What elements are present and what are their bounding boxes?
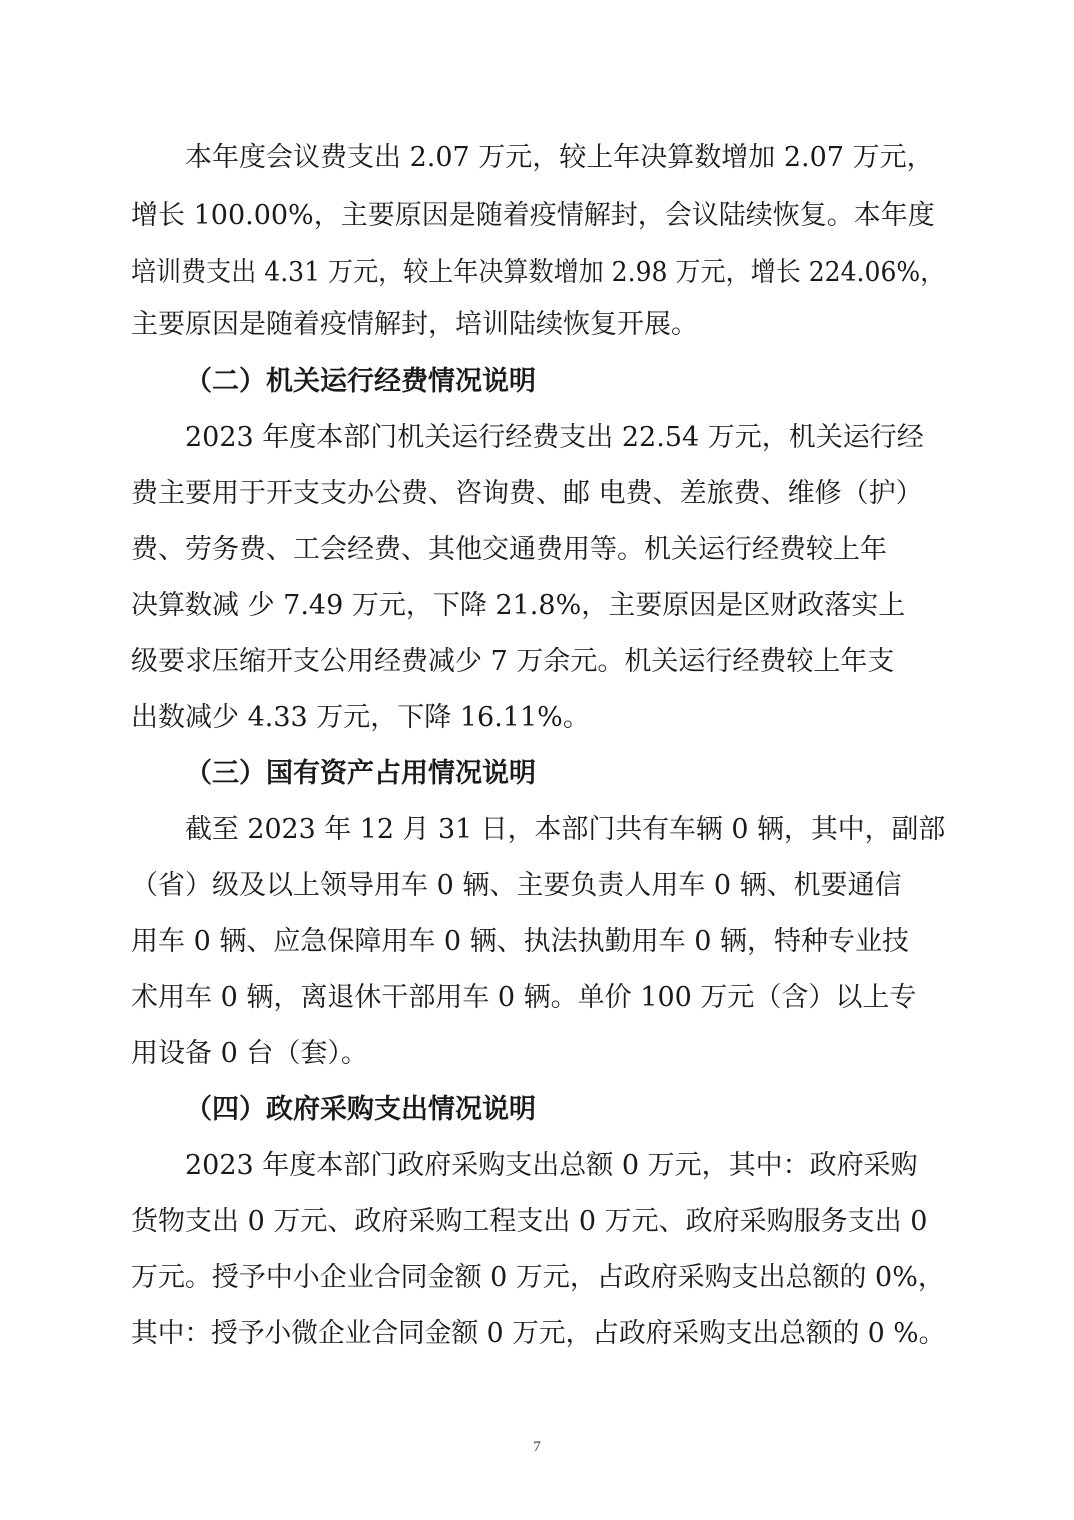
paragraph-line: 培训费支出 4.31 万元，较上年决算数增加 2.98 万元，增长 224.06%， xyxy=(131,257,946,288)
paragraph-line: 2023 年度本部门机关运行经费支出 22.54 万元，机关运行经 xyxy=(185,422,924,453)
paragraph-line: 费、劳务费、工会经费、其他交通费用等。机关运行经费较上年 xyxy=(131,534,887,565)
paragraph-line: 主要原因是随着疫情解封，培训陆续恢复开展。 xyxy=(131,309,698,340)
paragraph-line: 决算数减 少 7.49 万元，下降 21.8%，主要原因是区财政落实上 xyxy=(131,590,906,621)
paragraph-line: 增长 100.00%，主要原因是随着疫情解封，会议陆续恢复。本年度 xyxy=(131,200,935,231)
paragraph-line: 术用车 0 辆，离退休干部用车 0 辆。单价 100 万元（含）以上专 xyxy=(131,982,917,1013)
paragraph-line: 用车 0 辆、应急保障用车 0 辆、执法执勤用车 0 辆，特种专业技 xyxy=(131,926,910,957)
paragraph-line: 本年度会议费支出 2.07 万元，较上年决算数增加 2.07 万元， xyxy=(185,142,934,173)
page-number: 7 xyxy=(533,1439,541,1455)
paragraph-line: 费主要用于开支支办公费、咨询费、邮 电费、差旅费、维修（护） xyxy=(131,478,923,509)
paragraph-line: 2023 年度本部门政府采购支出总额 0 万元，其中：政府采购 xyxy=(185,1150,918,1181)
paragraph-line: 截至 2023 年 12 月 31 日，本部门共有车辆 0 辆，其中，副部 xyxy=(185,814,946,845)
paragraph-line: 用设备 0 台（套）。 xyxy=(131,1038,368,1069)
section-heading: （四）政府采购支出情况说明 xyxy=(185,1094,536,1125)
paragraph-line: 货物支出 0 万元、政府采购工程支出 0 万元、政府采购服务支出 0 xyxy=(131,1206,928,1237)
paragraph-line: 级要求压缩开支公用经费减少 7 万余元。机关运行经费较上年支 xyxy=(131,646,895,677)
paragraph-line: （省）级及以上领导用车 0 辆、主要负责人用车 0 辆、机要通信 xyxy=(131,870,902,901)
paragraph-line: 其中：授予小微企业合同金额 0 万元，占政府采购支出总额的 0 %。 xyxy=(131,1318,946,1349)
section-heading: （三）国有资产占用情况说明 xyxy=(185,758,536,789)
section-heading: （二）机关运行经费情况说明 xyxy=(185,366,536,397)
paragraph-line: 万元。授予中小企业合同金额 0 万元，占政府采购支出总额的 0%， xyxy=(131,1262,945,1293)
paragraph-line: 出数减少 4.33 万元，下降 16.11%。 xyxy=(131,702,590,733)
